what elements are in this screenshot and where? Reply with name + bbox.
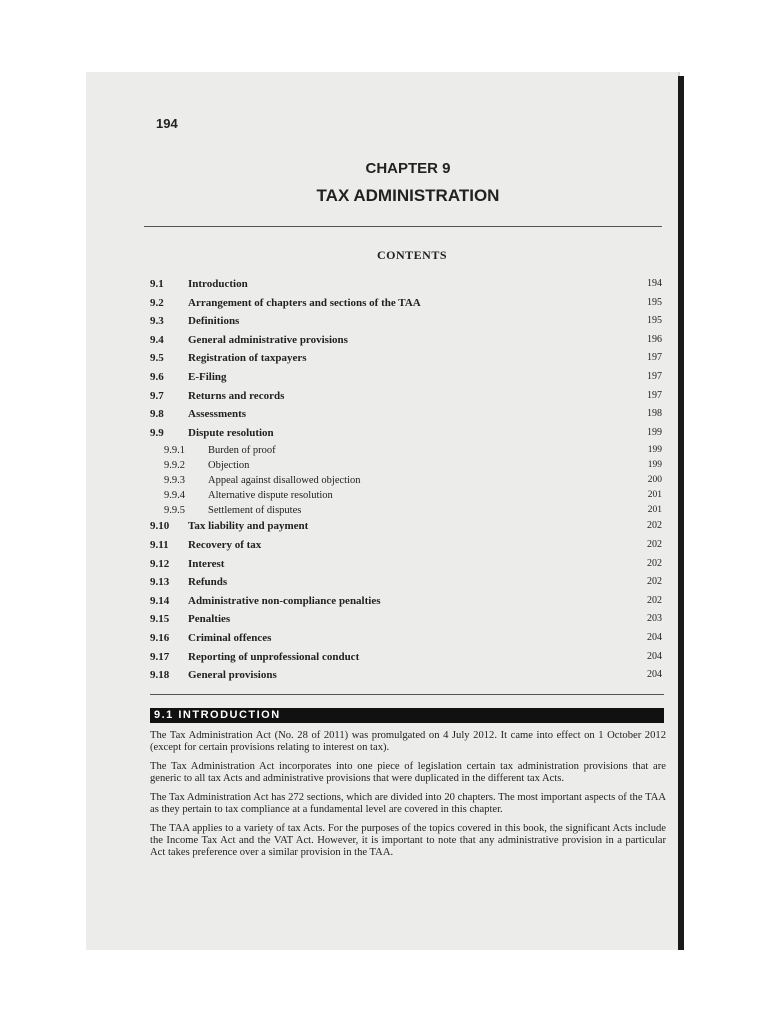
toc-entry-num: 9.2	[150, 296, 164, 309]
toc-entry-label: Alternative dispute resolution	[208, 490, 333, 502]
toc-entry-page: 202	[647, 538, 662, 550]
toc-entry	[150, 297, 662, 316]
toc-entry	[150, 669, 662, 688]
toc-entry-num: 9.7	[150, 389, 164, 402]
toc-entry-num: 9.9.5	[164, 505, 185, 517]
section-heading-bar	[150, 708, 664, 723]
toc-entry-label: Returns and records	[188, 389, 285, 402]
toc-entry-page: 202	[647, 520, 662, 532]
toc-entry-num: 9.1	[150, 278, 164, 290]
toc-entry-page: 202	[647, 557, 662, 569]
toc-entry-label: Arrangement of chapters and sections of the TAA	[188, 296, 421, 309]
toc-entry	[150, 460, 662, 475]
toc-entry-label: Dispute resolution	[188, 426, 274, 439]
toc-entry-label: Penalties	[188, 613, 231, 626]
toc-entry	[150, 475, 662, 490]
toc-entry-page: 204	[647, 650, 662, 662]
toc-entry-num: 9.8	[150, 408, 164, 421]
toc-entry-page: 200	[647, 475, 662, 486]
toc-entry-page: 199	[647, 445, 662, 456]
toc-entry-num: 9.17	[150, 650, 170, 663]
toc-entry	[150, 334, 662, 353]
toc-entry-label: Assessments	[188, 408, 247, 421]
contents-rule	[150, 694, 664, 695]
toc-entry-label: Refunds	[188, 576, 228, 589]
toc-entry-page: 194	[647, 278, 662, 289]
chapter-title: TAX ADMINISTRATION	[316, 186, 500, 205]
toc-entry-num: 9.11	[150, 538, 169, 551]
toc-entry-label: Burden of proof	[208, 445, 276, 457]
toc-entry-label: Settlement of disputes	[208, 505, 302, 517]
toc-entry-page: 199	[647, 460, 662, 471]
toc-entry-page: 204	[647, 631, 662, 643]
toc-entry	[150, 613, 662, 632]
toc-entry-page: 203	[647, 613, 662, 625]
toc-entry	[150, 352, 662, 371]
toc-entry-num: 9.10	[150, 520, 170, 533]
book-spine-edge	[678, 76, 684, 950]
toc-entry	[150, 539, 662, 558]
toc-entry	[150, 490, 662, 505]
page-number: 194	[156, 116, 178, 131]
toc-entry-page: 197	[647, 389, 662, 401]
paragraph: The TAA applies to a variety of tax Acts. For the purposes of the topics covered in this book, the significant Acts include the Income Tax Act and the VAT Act. However, it is important to note that any administrative provision in a particular Act takes preference over a similar provision in the TAA.	[150, 823, 666, 858]
toc-entry-page: 199	[647, 426, 662, 438]
toc-entry-page: 202	[647, 594, 662, 606]
toc-entry	[150, 505, 662, 520]
toc-entry	[150, 558, 662, 577]
toc-entry	[150, 427, 662, 446]
toc-entry	[150, 278, 662, 297]
toc-entry-num: 9.9.1	[164, 445, 185, 457]
toc-entry-num: 9.4	[150, 333, 164, 346]
toc-entry-num: 9.5	[150, 352, 164, 365]
toc-entry-label: Administrative non-compliance penalties	[188, 594, 381, 607]
toc-entry-label: Recovery of tax	[188, 538, 262, 551]
toc-entry	[150, 651, 662, 670]
toc-entry-label: Introduction	[188, 278, 248, 290]
toc-entry-num: 9.9.4	[164, 490, 185, 502]
body-text	[150, 730, 666, 866]
contents-heading: CONTENTS	[376, 248, 448, 262]
paragraph: The Tax Administration Act incorporates into one piece of legislation certain tax administration provisions that are generic to all tax Acts and administrative provisions that were duplicated in the different tax Acts.	[150, 761, 666, 784]
toc-entry	[150, 408, 662, 427]
chapter-label: CHAPTER 9	[365, 160, 451, 177]
toc-entry-label: Interest	[188, 557, 225, 570]
toc-entry	[150, 315, 662, 334]
toc-entry	[150, 520, 662, 539]
toc-entry-label: Appeal against disallowed objection	[208, 475, 361, 487]
toc-entry-label: Reporting of unprofessional conduct	[188, 650, 360, 663]
toc-entry-page: 195	[647, 296, 662, 308]
toc-entry-label: Definitions	[188, 315, 240, 328]
toc-entry-num: 9.9.3	[164, 475, 185, 487]
toc-entry	[150, 445, 662, 460]
toc-entry	[150, 632, 662, 651]
toc-entry-label: E-Filing	[188, 370, 227, 383]
toc-entry-page: 196	[647, 333, 662, 345]
paragraph: The Tax Administration Act has 272 sections, which are divided into 20 chapters. The most important aspects of the TAA as they pertain to tax compliance at a fundamental level are covered in this chapter.	[150, 792, 666, 815]
title-rule	[144, 226, 662, 227]
toc-entry-num: 9.6	[150, 370, 164, 383]
toc-entry	[150, 371, 662, 390]
table-of-contents	[150, 278, 662, 688]
toc-entry	[150, 595, 662, 614]
toc-entry-num: 9.9	[150, 426, 164, 439]
toc-entry-page: 201	[647, 490, 662, 501]
toc-entry-label: Tax liability and payment	[188, 520, 309, 533]
toc-entry-page: 198	[647, 408, 662, 420]
section-heading: 9.1 INTRODUCTION	[154, 709, 281, 721]
toc-entry-label: General provisions	[188, 669, 277, 682]
toc-entry-label: Registration of taxpayers	[188, 352, 307, 365]
toc-entry-label: General administrative provisions	[188, 333, 348, 346]
toc-entry-num: 9.14	[150, 594, 170, 607]
toc-entry-page: 202	[647, 576, 662, 588]
toc-entry-label: Criminal offences	[188, 631, 272, 644]
paragraph: The Tax Administration Act (No. 28 of 2011) was promulgated on 4 July 2012. It came into effect on 1 October 2012 (except for certain provisions relating to interest on tax).	[150, 730, 666, 753]
toc-entry-num: 9.9.2	[164, 460, 185, 472]
toc-entry-page: 195	[647, 315, 662, 327]
toc-entry	[150, 576, 662, 595]
toc-entry-page: 197	[647, 370, 662, 382]
toc-entry	[150, 390, 662, 409]
toc-entry-num: 9.15	[150, 613, 170, 626]
toc-entry-page: 204	[647, 669, 662, 681]
toc-entry-page: 197	[647, 352, 662, 364]
toc-entry-num: 9.13	[150, 576, 170, 589]
toc-entry-num: 9.3	[150, 315, 164, 328]
document-page	[86, 72, 678, 950]
toc-entry-label: Objection	[208, 460, 250, 472]
toc-entry-num: 9.12	[150, 557, 170, 570]
toc-entry-num: 9.18	[150, 669, 170, 682]
toc-entry-num: 9.16	[150, 631, 170, 644]
toc-entry-page: 201	[647, 505, 662, 516]
